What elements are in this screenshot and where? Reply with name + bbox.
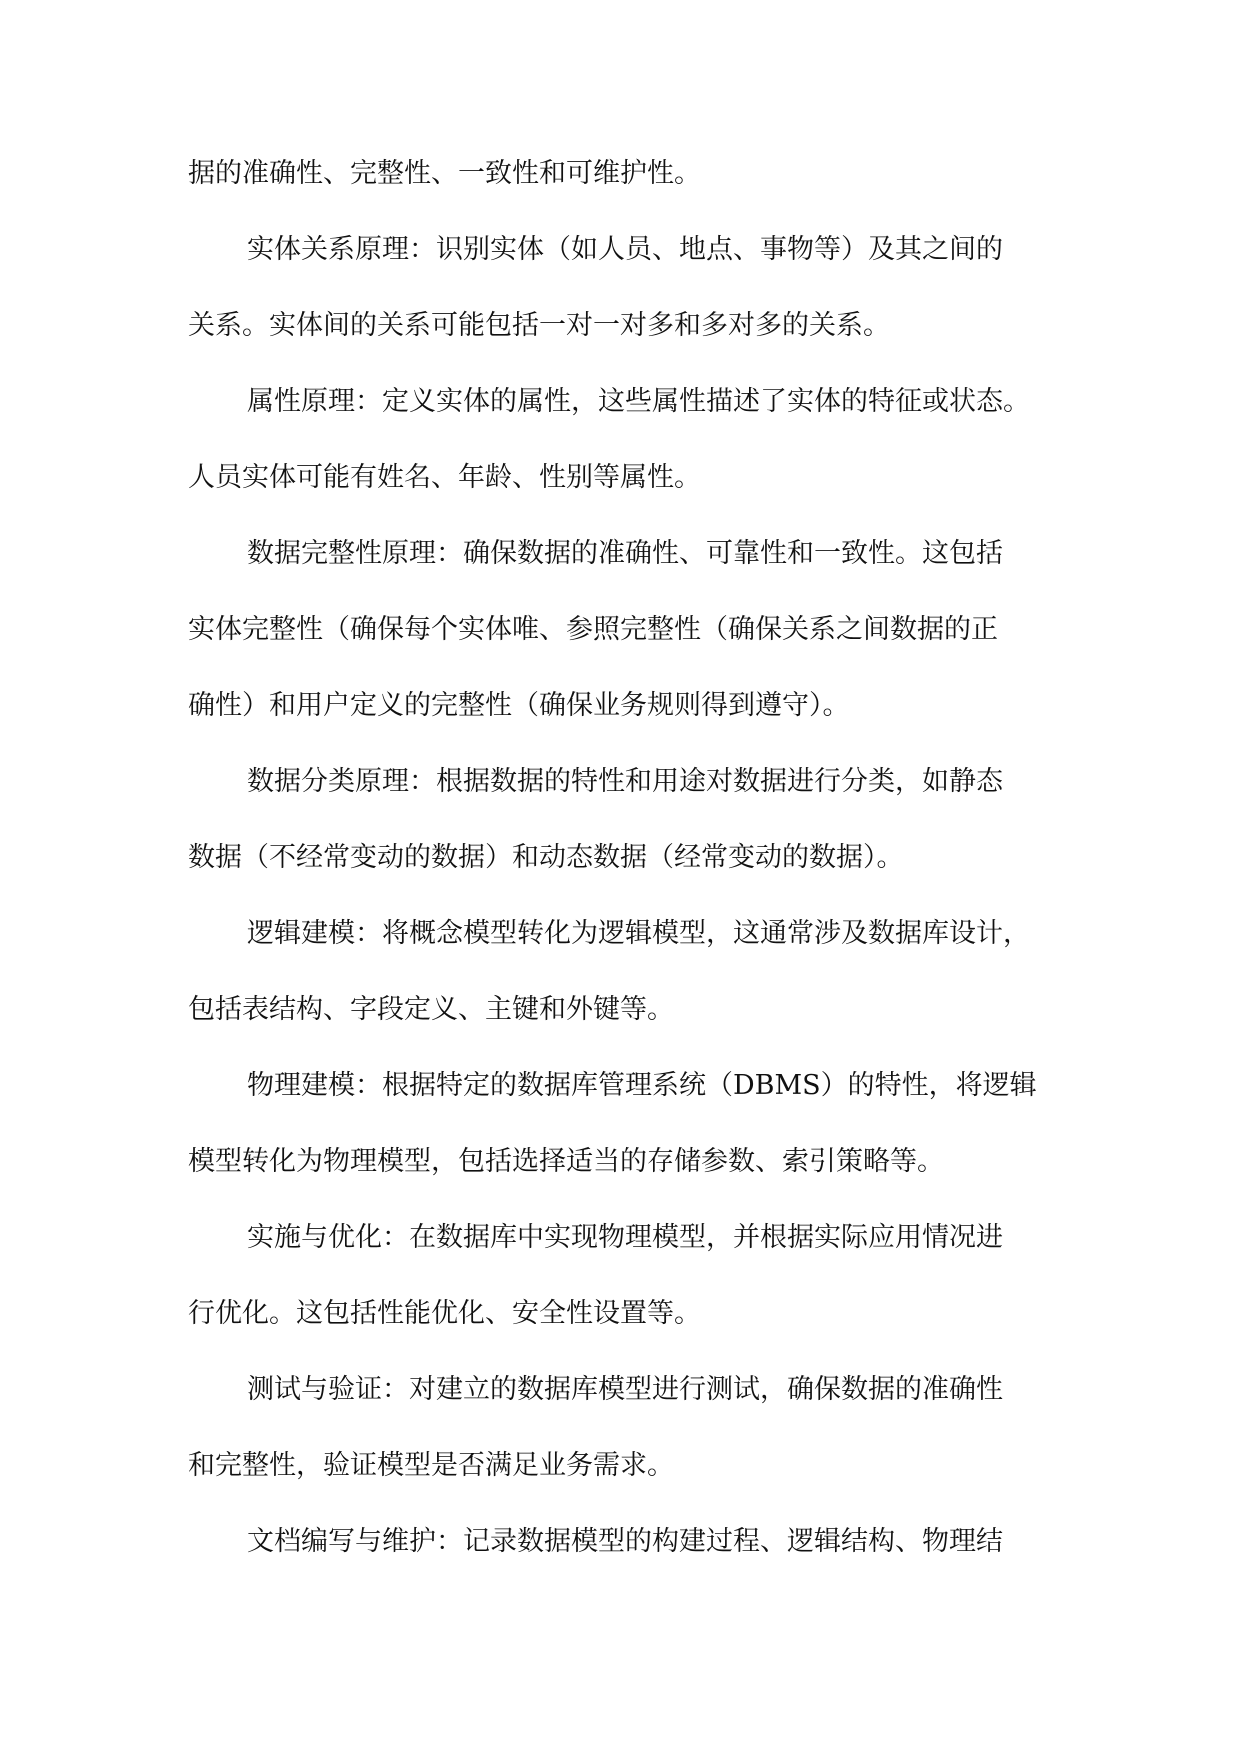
text-line-1: 据的准确性、完整性、一致性和可维护性。	[188, 158, 701, 189]
text-line-8: 确性）和用户定义的完整性（确保业务规则得到遵守）。	[188, 690, 850, 721]
text-line-7: 实体完整性（确保每个实体唯、参照完整性（确保关系之间数据的正	[188, 614, 998, 645]
text-line-16: 行优化。这包括性能优化、安全性设置等。	[188, 1298, 701, 1329]
text-line-5: 人员实体可能有姓名、年龄、性别等属性。	[188, 462, 701, 493]
text-line-2: 实体关系原理：识别实体（如人员、地点、事物等）及其之间的	[247, 234, 1003, 265]
text-line-13: 物理建模：根据特定的数据库管理系统（DBMS）的特性，将逻辑	[247, 1070, 1037, 1101]
text-line-15: 实施与优化：在数据库中实现物理模型，并根据实际应用情况进	[247, 1222, 1003, 1253]
text-line-10: 数据（不经常变动的数据）和动态数据（经常变动的数据）。	[188, 842, 904, 873]
text-line-17: 测试与验证：对建立的数据库模型进行测试，确保数据的准确性	[247, 1374, 1003, 1405]
text-line-12: 包括表结构、字段定义、主键和外键等。	[188, 994, 674, 1025]
text-line-11: 逻辑建模：将概念模型转化为逻辑模型，这通常涉及数据库设计，	[247, 918, 1030, 949]
text-line-18: 和完整性，验证模型是否满足业务需求。	[188, 1450, 674, 1481]
text-line-4: 属性原理：定义实体的属性，这些属性描述了实体的特征或状态。	[247, 386, 1030, 417]
document-body	[188, 143, 1058, 1587]
text-line-19: 文档编写与维护：记录数据模型的构建过程、逻辑结构、物理结	[247, 1526, 1003, 1557]
text-line-6: 数据完整性原理：确保数据的准确性、可靠性和一致性。这包括	[247, 538, 1003, 569]
text-line-3: 关系。实体间的关系可能包括一对一对多和多对多的关系。	[188, 310, 890, 341]
text-line-14: 模型转化为物理模型，包括选择适当的存储参数、索引策略等。	[188, 1146, 944, 1177]
text-line-9: 数据分类原理：根据数据的特性和用途对数据进行分类，如静态	[247, 766, 1003, 797]
